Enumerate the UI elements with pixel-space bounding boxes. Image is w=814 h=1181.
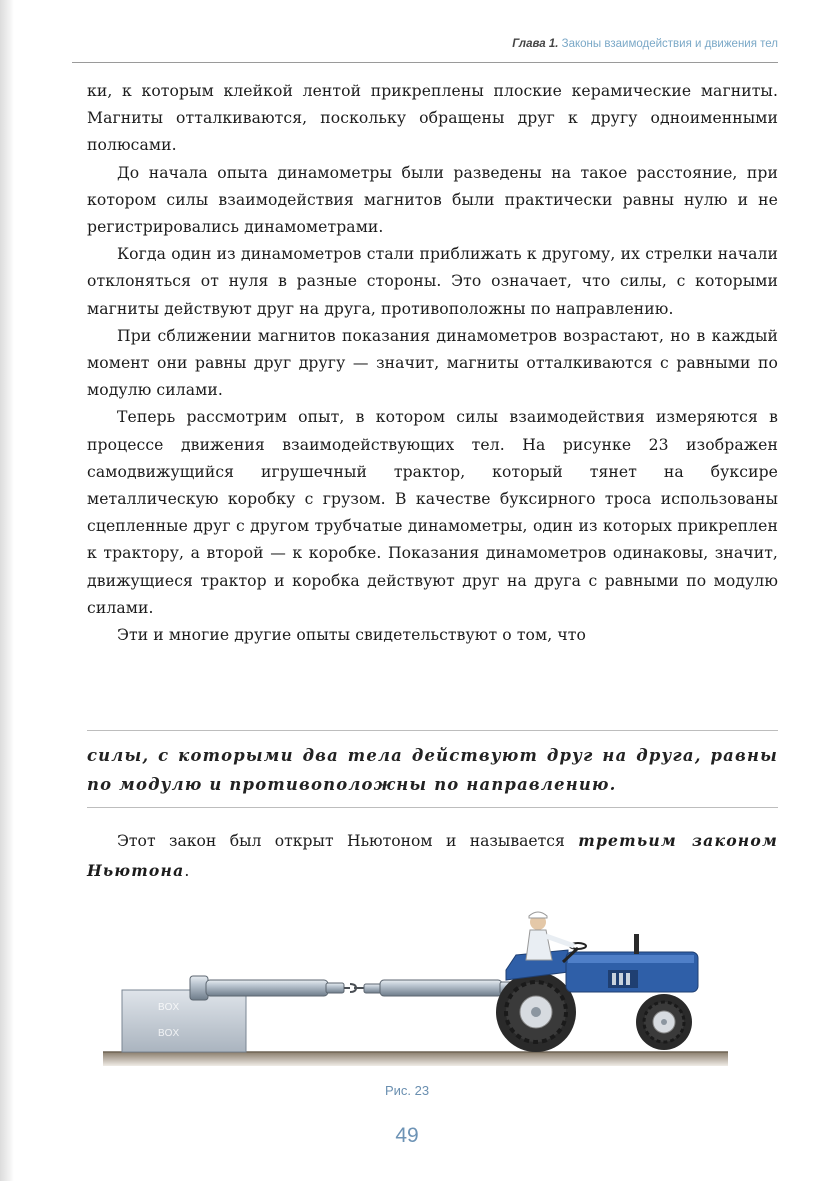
law-statement-box [87, 730, 778, 808]
ground-surface [103, 1052, 728, 1066]
law-statement: силы, с которыми два тела действуют друг на друга, равны по модулю и противоположны по направлению. [87, 746, 778, 794]
chapter-title: Законы взаимодействия и движения тел [561, 38, 778, 50]
page-number: 49 [395, 1124, 419, 1147]
box-label-2: BOX [158, 1028, 180, 1039]
third-law-term: третьим законом Ньютона [87, 831, 778, 880]
running-header [72, 38, 778, 63]
closing-period: . [184, 862, 190, 880]
closing-text: Этот закон был открыт Ньютоном и называется [117, 832, 579, 850]
box-label-1: BOX [158, 1002, 180, 1013]
page-binding-edge [0, 0, 14, 1181]
closing-paragraph [87, 826, 778, 886]
paragraph: До начала опыта динамометры были разведены на такое расстояние, при котором силы взаимодействия магнитов были практически равны нулю и не регистрировались динамометрами. [87, 163, 778, 237]
paragraph: Теперь рассмотрим опыт, в котором силы взаимодействия измеряются в процессе движения взаимодействующих тел. На рисунке 23 изображен самодвижущийся игрушечный трактор, который тянет на буксире металлическую коробку с грузом. В качестве буксирного троса использованы сцепленные друг с другом трубчатые динамометры, один из которых прикреплен к трактору, а второй — к коробке. Показания динамометров одинаковы, значит, движущиеся трактор и коробка действуют друг на друга с равными по модулю силами. [87, 408, 778, 617]
toy-tractor [496, 912, 698, 1052]
figure-23-illustration [98, 900, 738, 1075]
paragraph: Когда один из динамометров стали приближать к другому, их стрелки начали отклоняться от нуля в разные стороны. Это означает, что силы, с которыми магниты действуют друг на друга, противоположны по направлению. [87, 245, 778, 318]
chapter-label: Глава 1. [512, 38, 559, 50]
dynamometer-tractor-side [364, 980, 512, 996]
figure-caption: Рис. 23 [384, 1083, 430, 1098]
coupling-hook [344, 984, 364, 992]
paragraph: При сближении магнитов показания динамометров возрастают, но в каждый момент они равны друг другу — значит, магниты отталкиваются с равными по модулю силами. [87, 326, 778, 400]
metal-box [122, 990, 246, 1052]
paragraph-continuation: ки, к которым клейкой лентой прикреплены плоские керамические магниты. Магниты отталкиваются, поскольку обращены друг к другу одноименными полюсами. [87, 82, 778, 155]
paragraph: Эти и многие другие опыты свидетельствуют о том, что [117, 626, 586, 645]
body-text [87, 78, 778, 649]
dynamometer-box-side [190, 976, 344, 1000]
